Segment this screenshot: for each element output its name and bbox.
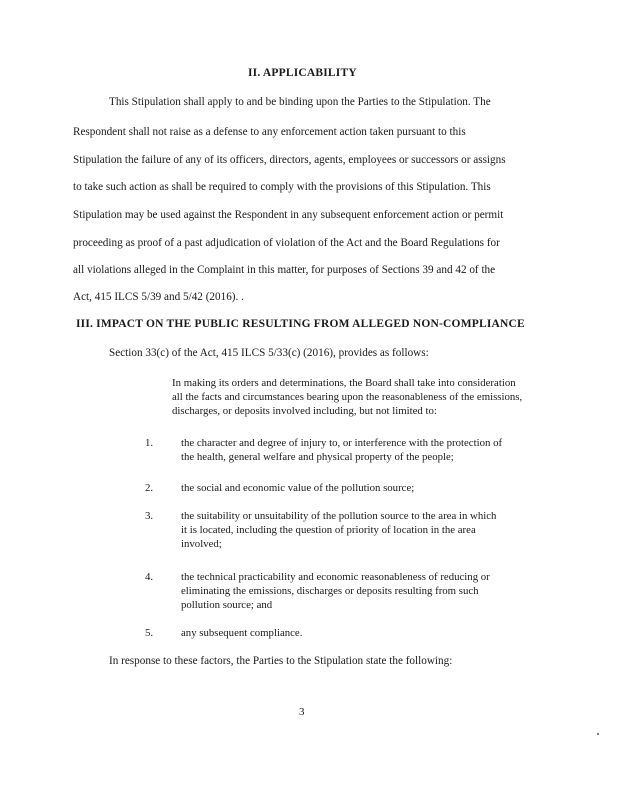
page-number: 3	[299, 706, 305, 718]
paragraph-line: Act, 415 ILCS 5/39 and 5/42 (2016). .	[73, 291, 244, 303]
item-line: involved;	[181, 538, 222, 550]
item-line: eliminating the emissions, discharges or deposits resulting from such	[181, 585, 479, 597]
item-line: the technical practicability and economic reasonableness of reducing or	[181, 571, 490, 583]
section-heading-public-impact: III. IMPACT ON THE PUBLIC RESULTING FROM ALLEGED NON-COMPLIANCE	[76, 318, 525, 330]
paragraph-line: This Stipulation shall apply to and be binding upon the Parties to the Stipulation. The	[109, 96, 491, 108]
item-number: 1.	[145, 437, 154, 449]
item-number: 5.	[145, 627, 154, 639]
item-line: the suitability or unsuitability of the pollution source to the area in which	[181, 510, 497, 522]
closing-line: In response to these factors, the Parties to the Stipulation state the following:	[109, 655, 453, 667]
paragraph-line: all violations alleged in the Complaint in this matter, for purposes of Sections 39 and 42 of the	[73, 264, 496, 276]
quote-line: discharges, or deposits involved including, but not limited to:	[172, 405, 437, 417]
item-line: the social and economic value of the pollution source;	[181, 482, 415, 494]
item-line: it is located, including the question of priority of location in the area	[181, 524, 476, 536]
paragraph-line: proceeding as proof of a past adjudication of violation of the Act and the Board Regulations for	[73, 237, 500, 249]
section-intro: Section 33(c) of the Act, 415 ILCS 5/33(c) (2016), provides as follows:	[109, 347, 429, 359]
item-line: the character and degree of injury to, or interference with the protection of	[181, 437, 503, 449]
quote-line: In making its orders and determinations, the Board shall take into consideration	[172, 377, 516, 389]
item-number: 2.	[145, 482, 154, 494]
item-line: the health, general welfare and physical property of the people;	[181, 451, 454, 463]
paragraph-line: Respondent shall not raise as a defense to any enforcement action taken pursuant to this	[73, 126, 466, 138]
item-line: pollution source; and	[181, 599, 273, 611]
quote-line: all the facts and circumstances bearing upon the reasonableness of the emissions,	[172, 391, 523, 403]
paragraph-line: Stipulation may be used against the Respondent in any subsequent enforcement action or permit	[73, 209, 504, 221]
item-number: 3.	[145, 510, 154, 522]
section-heading-applicability: II. APPLICABILITY	[248, 67, 357, 79]
item-number: 4.	[145, 571, 154, 583]
paragraph-line: to take such action as shall be required to comply with the provisions of this Stipulation. This	[73, 181, 491, 193]
paragraph-line: Stipulation the failure of any of its officers, directors, agents, employees or successors or assigns	[73, 154, 506, 166]
item-line: any subsequent compliance.	[181, 627, 303, 639]
scan-speck	[597, 733, 599, 735]
